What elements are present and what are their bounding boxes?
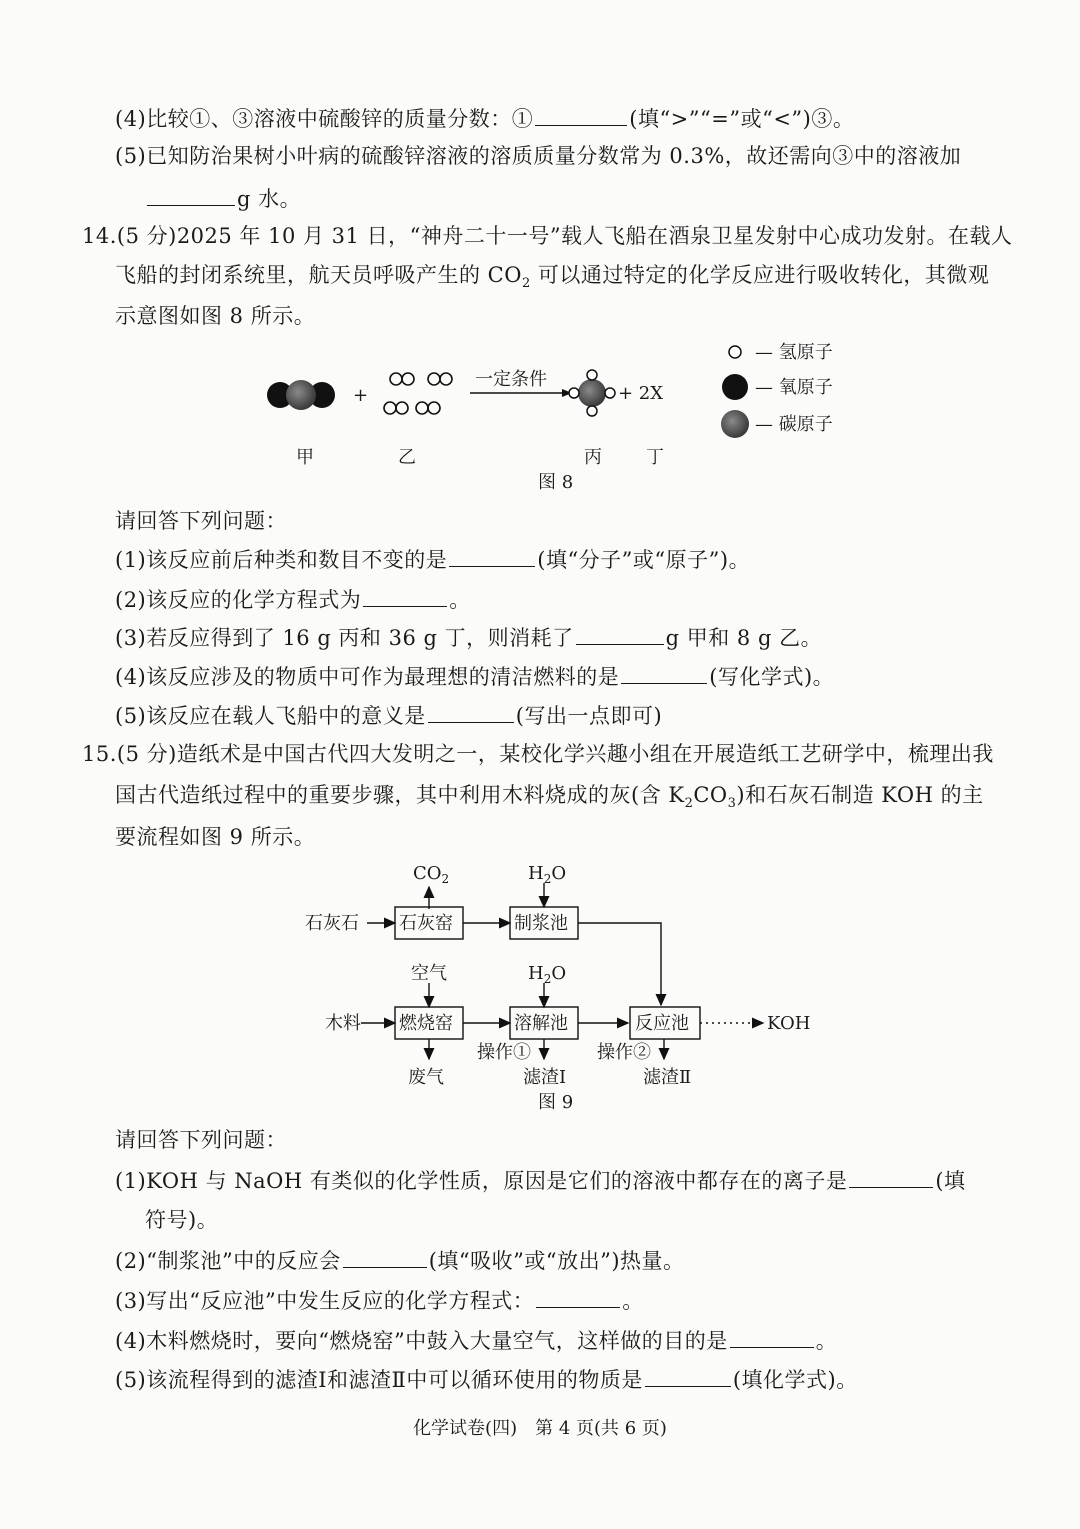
q14-part4-text-b: (写化学式)。 [709, 665, 835, 689]
air-label: 空气 [411, 963, 447, 984]
q15-part4 [115, 1325, 837, 1356]
q14-intro-line3: 示意图如图 8 所示。 [115, 304, 316, 328]
q15-part3-text-b: 。 [622, 1289, 644, 1313]
q15-part2-answer-blank[interactable] [343, 1245, 427, 1268]
q15-part2-text-a: (2)“制浆池”中的反应会 [115, 1249, 341, 1273]
ch4-molecule [569, 370, 615, 416]
label-bing: 丙 [584, 447, 602, 468]
q14-part3-text-b: g 甲和 8 g 乙。 [665, 626, 823, 650]
q15-part5-answer-blank[interactable] [645, 1364, 731, 1387]
q15-part3-text-a: (3)写出“反应池”中发生反应的化学方程式： [115, 1289, 535, 1313]
q14-part5-text-b: (写出一点即可) [515, 704, 663, 728]
q15-intro-line2-b: )和石灰石制造 KOH 的主 [736, 783, 984, 807]
q15-part4-text-a: (4)木料燃烧时，要向“燃烧窑”中鼓入大量空气，这样做的目的是 [115, 1329, 728, 1353]
q15-part3 [115, 1285, 644, 1316]
q15-intro-mid: CO [693, 783, 728, 807]
q15-part2 [115, 1245, 685, 1276]
q15-intro-sub1: 2 [684, 796, 694, 812]
q15-part4-answer-blank[interactable] [730, 1325, 814, 1348]
q14-intro-line2 [115, 260, 989, 299]
q13-part5-line2 [145, 183, 301, 214]
q15-part5-text-a: (5)该流程得到的滤渣Ⅰ和滤渣Ⅱ中可以循环使用的物质是 [115, 1368, 643, 1392]
q15-part4-text-b: 。 [815, 1329, 838, 1353]
q15-part1-text-b: (填 [935, 1169, 966, 1193]
carbon-atom-icon [721, 410, 749, 438]
label-jia: 甲 [296, 447, 314, 468]
page-footer: 化学试卷(四) 第 4 页(共 6 页) [413, 1418, 667, 1439]
q13-part4-answer-blank[interactable] [535, 103, 627, 126]
co2-molecule [267, 380, 335, 410]
q13-part5-text-a: (5)已知防治果树小叶病的硫酸锌溶液的溶质质量分数常为 0.3%，故还需向③中的溶液加 [115, 144, 962, 168]
q14-part1-text-b: (填“分子”或“原子”)。 [537, 548, 751, 572]
q15-part2-text-b: (填“吸收”或“放出”)热量。 [428, 1249, 685, 1273]
figure-9-caption: 图 9 [538, 1092, 574, 1113]
q13-part5-answer-blank[interactable] [147, 183, 235, 206]
q14-part2-text-b: 。 [449, 588, 471, 612]
q14-intro-line2-b: 可以通过特定的化学反应进行吸收转化，其微观 [530, 263, 990, 287]
h2o-top-label: $H_2O$ [528, 863, 567, 886]
h2-molecules [384, 373, 452, 414]
q14-part2 [115, 584, 471, 615]
q13-part4 [115, 103, 854, 134]
q15-intro-line2 [115, 780, 984, 819]
reaction-condition: 一定条件 [475, 369, 547, 390]
q14-part3 [115, 622, 822, 653]
residue-1-label: 滤渣Ⅰ [523, 1067, 567, 1088]
q15-part3-answer-blank[interactable] [536, 1285, 620, 1308]
q14-part2-text-a: (2)该反应的化学方程式为 [115, 588, 362, 612]
q15-intro-sub2: 3 [727, 796, 737, 812]
waste-gas-label: 废气 [408, 1067, 444, 1088]
oxygen-atom-icon [722, 374, 748, 400]
q14-part1-text-a: (1)该反应前后种类和数目不变的是 [115, 548, 448, 572]
q15-intro-line2-a: 国古代造纸过程中的重要步骤，其中利用木料烧成的灰(含 K [115, 783, 685, 807]
figure-9-flow-chart [295, 855, 835, 1095]
reaction-pool-label: 反应池 [635, 1013, 689, 1034]
hydrogen-atom-icon [729, 346, 741, 358]
q14-intro-line2-sub: 2 [521, 276, 531, 292]
q14-intro-line1: 14.(5 分)2025 年 10 月 31 日，“神舟二十一号”载人飞船在酒泉卫星发射中心成功发射。在载人 [82, 224, 1013, 248]
legend-hydrogen-label: — 氢原子 [755, 342, 833, 363]
q14-part4-answer-blank[interactable] [621, 661, 707, 684]
figure-8-molecular-diagram [250, 335, 870, 485]
lime-kiln-label: 石灰窑 [399, 913, 453, 934]
q15-part5 [115, 1364, 858, 1395]
co2-label: $CO_2$ [413, 863, 450, 886]
q15-part1-line2: 符号)。 [145, 1208, 219, 1232]
q15-part5-text-b: (填化学式)。 [732, 1368, 858, 1392]
q13-part4-text-b: (填“>”“=”或“<”)③。 [629, 107, 855, 131]
q14-part5-answer-blank[interactable] [428, 700, 514, 723]
burn-kiln-label: 燃烧窑 [399, 1013, 453, 1034]
q14-part4-text-a: (4)该反应涉及的物质中可作为最理想的清洁燃料的是 [115, 665, 620, 689]
q14-part4 [115, 661, 834, 692]
plus-sign: + [353, 385, 369, 406]
q15-intro-line1: 15.(5 分)造纸术是中国古代四大发明之一，某校化学兴趣小组在开展造纸工艺研学中，梳理出我 [82, 742, 994, 766]
q15-part1-text-a: (1)KOH 与 NaOH 有类似的化学性质，原因是它们的溶液中都存在的离子是 [115, 1169, 848, 1193]
dissolve-pool-label: 溶解池 [514, 1013, 568, 1034]
q15-intro-line3: 要流程如图 9 所示。 [115, 825, 316, 849]
h2o-bottom-label: $H_2O$ [528, 963, 567, 986]
product-2x: + 2X [618, 383, 664, 404]
label-yi: 乙 [398, 447, 416, 468]
q13-part4-text-a: (4)比较①、③溶液中硫酸锌的质量分数：① [115, 107, 534, 131]
q14-part1 [115, 544, 750, 575]
legend-carbon-label: — 碳原子 [755, 414, 833, 435]
q14-part1-answer-blank[interactable] [449, 544, 535, 567]
figure-8-legend [721, 342, 833, 438]
legend-oxygen-label: — 氧原子 [755, 377, 833, 398]
operation-2-label: 操作② [597, 1042, 651, 1063]
label-ding: 丁 [646, 447, 664, 468]
q13-part5-text-b: g 水。 [237, 187, 302, 211]
q15-prompt: 请回答下列问题： [115, 1128, 287, 1152]
q14-part3-text-a: (3)若反应得到了 16 g 丙和 36 g 丁，则消耗了 [115, 626, 574, 650]
q14-prompt: 请回答下列问题： [115, 509, 287, 533]
koh-label: KOH [767, 1013, 811, 1034]
q14-intro-line2-a: 飞船的封闭系统里，航天员呼吸产生的 CO [115, 263, 522, 287]
figure-8-caption: 图 8 [538, 472, 574, 493]
q14-part5-text-a: (5)该反应在载人飞船中的意义是 [115, 704, 426, 728]
limestone-label: 石灰石 [305, 913, 359, 934]
residue-2-label: 滤渣Ⅱ [643, 1067, 692, 1088]
q15-part1-line1 [115, 1165, 966, 1196]
wood-label: 木料 [325, 1013, 361, 1034]
q13-part5-line1 [115, 141, 961, 171]
q15-part1-answer-blank[interactable] [849, 1165, 933, 1188]
slurry-pool-label: 制浆池 [514, 913, 568, 934]
q14-part3-answer-blank[interactable] [576, 622, 664, 645]
q14-part2-answer-blank[interactable] [363, 584, 447, 607]
q14-part5 [115, 700, 662, 731]
operation-1-label: 操作① [477, 1042, 531, 1063]
